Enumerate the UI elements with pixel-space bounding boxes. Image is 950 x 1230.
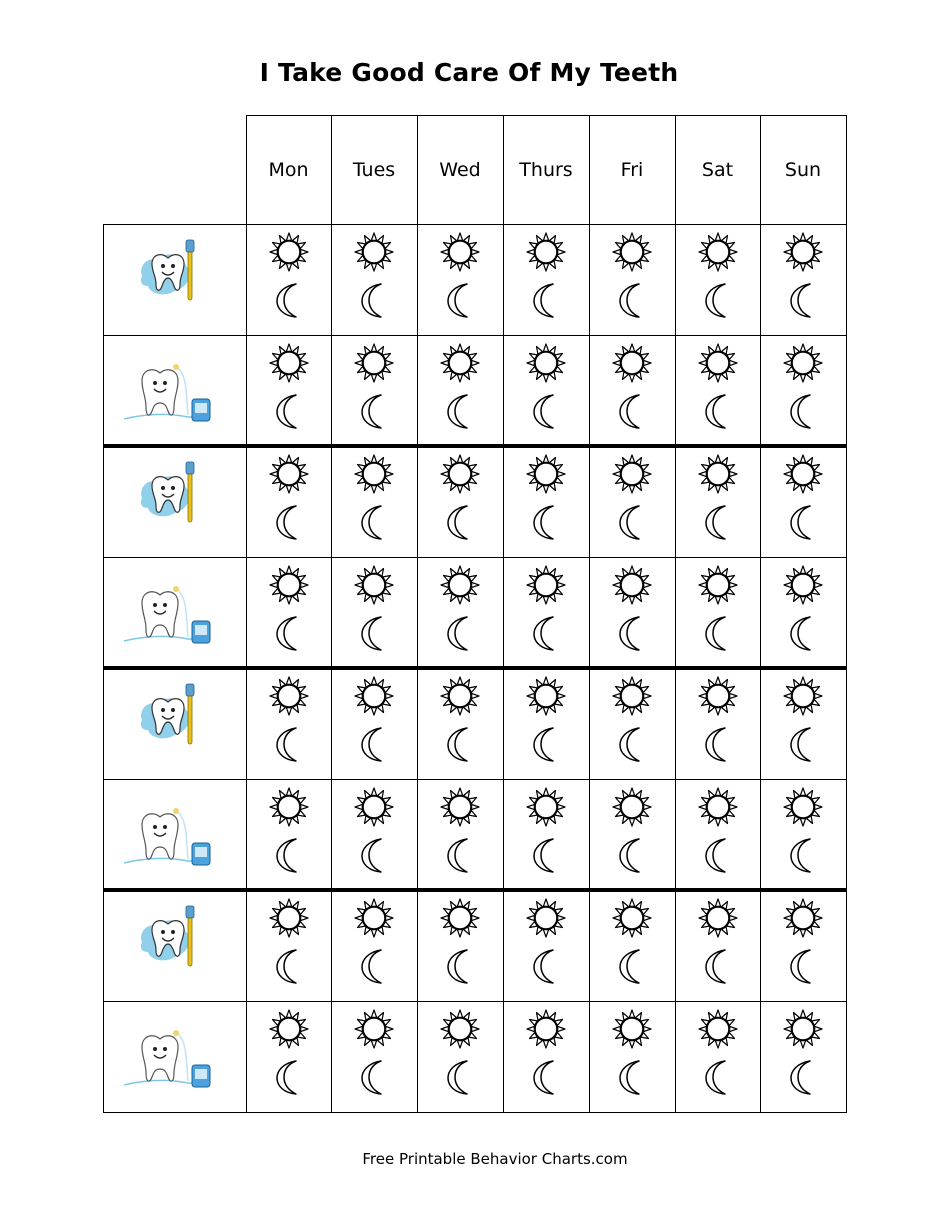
tooth-with-floss-icon (118, 1025, 228, 1095)
icon-spacer (698, 938, 738, 946)
moon-icon (698, 502, 738, 542)
moon-icon (526, 280, 566, 320)
moon-icon (269, 946, 309, 986)
sun-icon (526, 676, 566, 716)
moon-icon (698, 391, 738, 431)
icon-spacer (440, 272, 480, 280)
moon-icon (783, 1057, 823, 1097)
moon-icon (269, 502, 309, 542)
row-activity-icon (118, 581, 228, 655)
moon-icon (783, 502, 823, 542)
row-activity-icon (118, 1025, 228, 1099)
moon-icon (612, 502, 652, 542)
icon-spacer (440, 383, 480, 391)
moon-icon (269, 1057, 309, 1097)
sun-icon (354, 343, 394, 383)
sun-icon (783, 454, 823, 494)
grid-vline (675, 115, 676, 1112)
icon-spacer (269, 605, 309, 613)
moon-icon (612, 391, 652, 431)
icon-spacer (612, 383, 652, 391)
icon-spacer (526, 383, 566, 391)
icon-spacer (526, 494, 566, 502)
sun-icon (269, 343, 309, 383)
grid-hline (103, 335, 847, 336)
day-cell-thurs[interactable] (526, 1009, 566, 1097)
moon-icon (698, 280, 738, 320)
day-cell-wed[interactable] (440, 1009, 480, 1097)
day-cell-tues[interactable] (354, 898, 394, 986)
icon-spacer (440, 494, 480, 502)
icon-spacer (440, 605, 480, 613)
row-activity-icon (136, 236, 206, 310)
icon-spacer (440, 938, 480, 946)
icon-spacer (783, 605, 823, 613)
moon-icon (354, 1057, 394, 1097)
moon-icon (440, 835, 480, 875)
moon-icon (354, 502, 394, 542)
day-cell-mon[interactable] (269, 343, 309, 431)
sun-icon (612, 898, 652, 938)
sun-icon (698, 1009, 738, 1049)
day-cell-fri[interactable] (612, 454, 652, 542)
day-cell-tues[interactable] (354, 565, 394, 653)
icon-spacer (783, 1049, 823, 1057)
sun-icon (526, 454, 566, 494)
day-cell-thurs[interactable] (526, 676, 566, 764)
grid-hline-thick (103, 888, 847, 892)
tooth-with-floss-icon (118, 803, 228, 873)
day-header-thurs: Thurs (519, 158, 573, 181)
icon-spacer (783, 827, 823, 835)
icon-spacer (783, 494, 823, 502)
grid-vline (589, 115, 590, 1112)
chart-title: I Take Good Care Of My Teeth (259, 58, 679, 87)
sun-icon (440, 343, 480, 383)
icon-spacer (354, 716, 394, 724)
day-cell-mon[interactable] (269, 454, 309, 542)
grid-vline (246, 115, 247, 1112)
moon-icon (354, 613, 394, 653)
day-cell-sat[interactable] (698, 565, 738, 653)
moon-icon (526, 391, 566, 431)
icon-spacer (354, 494, 394, 502)
moon-icon (612, 1057, 652, 1097)
day-cell-thurs[interactable] (526, 454, 566, 542)
day-cell-fri[interactable] (612, 787, 652, 875)
behavior-chart-grid (103, 115, 847, 1112)
sun-icon (440, 565, 480, 605)
icon-spacer (354, 272, 394, 280)
sun-icon (526, 343, 566, 383)
sun-icon (354, 565, 394, 605)
day-cell-sun[interactable] (783, 787, 823, 875)
icon-spacer (526, 716, 566, 724)
icon-spacer (526, 605, 566, 613)
moon-icon (354, 280, 394, 320)
sun-icon (354, 454, 394, 494)
footer-credit: Free Printable Behavior Charts.com (362, 1150, 628, 1168)
tooth-with-toothbrush-icon (136, 902, 206, 972)
sun-icon (440, 676, 480, 716)
moon-icon (269, 391, 309, 431)
icon-spacer (698, 605, 738, 613)
icon-spacer (783, 272, 823, 280)
grid-vline (331, 115, 332, 1112)
row-activity-icon (118, 359, 228, 433)
day-header-fri: Fri (620, 158, 644, 181)
moon-icon (269, 280, 309, 320)
sun-icon (440, 454, 480, 494)
day-cell-sat[interactable] (698, 1009, 738, 1097)
sun-icon (526, 1009, 566, 1049)
sun-icon (783, 676, 823, 716)
sun-icon (354, 787, 394, 827)
sun-icon (526, 787, 566, 827)
day-cell-sat[interactable] (698, 343, 738, 431)
day-cell-fri[interactable] (612, 1009, 652, 1097)
moon-icon (526, 1057, 566, 1097)
tooth-with-toothbrush-icon (136, 680, 206, 750)
moon-icon (440, 502, 480, 542)
day-header-wed: Wed (439, 158, 481, 181)
moon-icon (354, 946, 394, 986)
day-cell-tues[interactable] (354, 787, 394, 875)
moon-icon (783, 946, 823, 986)
tooth-with-floss-icon (118, 581, 228, 651)
moon-icon (698, 946, 738, 986)
sun-icon (698, 898, 738, 938)
day-cell-sun[interactable] (783, 343, 823, 431)
day-cell-sun[interactable] (783, 898, 823, 986)
sun-icon (783, 565, 823, 605)
sun-icon (698, 343, 738, 383)
sun-icon (440, 1009, 480, 1049)
day-cell-tues[interactable] (354, 343, 394, 431)
sun-icon (698, 565, 738, 605)
day-cell-wed[interactable] (440, 565, 480, 653)
sun-icon (354, 676, 394, 716)
day-cell-fri[interactable] (612, 676, 652, 764)
day-cell-sat[interactable] (698, 898, 738, 986)
moon-icon (440, 724, 480, 764)
sun-icon (354, 232, 394, 272)
day-cell-tues[interactable] (354, 676, 394, 764)
moon-icon (440, 280, 480, 320)
day-cell-fri[interactable] (612, 565, 652, 653)
icon-spacer (269, 827, 309, 835)
day-cell-wed[interactable] (440, 898, 480, 986)
sun-icon (783, 898, 823, 938)
moon-icon (526, 946, 566, 986)
icon-spacer (783, 716, 823, 724)
icon-spacer (783, 938, 823, 946)
icon-spacer (354, 827, 394, 835)
sun-icon (526, 565, 566, 605)
grid-vline (503, 115, 504, 1112)
day-cell-sat[interactable] (698, 787, 738, 875)
day-cell-wed[interactable] (440, 454, 480, 542)
sun-icon (440, 898, 480, 938)
moon-icon (612, 613, 652, 653)
row-activity-icon (118, 803, 228, 877)
day-cell-mon[interactable] (269, 898, 309, 986)
icon-spacer (269, 938, 309, 946)
day-cell-sun[interactable] (783, 232, 823, 320)
moon-icon (269, 835, 309, 875)
sun-icon (612, 787, 652, 827)
sun-icon (269, 676, 309, 716)
sun-icon (269, 565, 309, 605)
moon-icon (526, 613, 566, 653)
moon-icon (783, 280, 823, 320)
icon-spacer (440, 1049, 480, 1057)
icon-spacer (698, 272, 738, 280)
day-cell-fri[interactable] (612, 898, 652, 986)
row-activity-icon (136, 680, 206, 754)
grid-hline-thick (103, 444, 847, 448)
grid-hline-thick (103, 666, 847, 670)
day-cell-sun[interactable] (783, 1009, 823, 1097)
icon-spacer (354, 1049, 394, 1057)
sun-icon (783, 343, 823, 383)
sun-icon (698, 454, 738, 494)
day-cell-fri[interactable] (612, 232, 652, 320)
moon-icon (269, 724, 309, 764)
sun-icon (269, 454, 309, 494)
moon-icon (783, 391, 823, 431)
moon-icon (612, 280, 652, 320)
moon-icon (612, 724, 652, 764)
moon-icon (526, 835, 566, 875)
grid-vline (760, 115, 761, 1112)
sun-icon (783, 787, 823, 827)
sun-icon (612, 232, 652, 272)
day-cell-wed[interactable] (440, 343, 480, 431)
day-cell-sun[interactable] (783, 565, 823, 653)
moon-icon (354, 391, 394, 431)
sun-icon (698, 676, 738, 716)
sun-icon (269, 787, 309, 827)
grid-hline (103, 1112, 847, 1113)
day-cell-sat[interactable] (698, 454, 738, 542)
day-header-mon: Mon (268, 158, 309, 181)
moon-icon (526, 724, 566, 764)
day-cell-thurs[interactable] (526, 898, 566, 986)
moon-icon (783, 835, 823, 875)
icon-spacer (269, 383, 309, 391)
moon-icon (612, 835, 652, 875)
icon-spacer (698, 827, 738, 835)
sun-icon (440, 232, 480, 272)
icon-spacer (612, 1049, 652, 1057)
tooth-with-floss-icon (118, 359, 228, 429)
day-cell-mon[interactable] (269, 232, 309, 320)
icon-spacer (354, 383, 394, 391)
day-cell-thurs[interactable] (526, 565, 566, 653)
icon-spacer (269, 1049, 309, 1057)
icon-spacer (440, 716, 480, 724)
grid-hline (103, 224, 847, 225)
icon-spacer (269, 494, 309, 502)
day-header-sun: Sun (784, 158, 822, 181)
grid-hline (103, 557, 847, 558)
day-cell-thurs[interactable] (526, 232, 566, 320)
grid-vline (417, 115, 418, 1112)
icon-spacer (612, 605, 652, 613)
moon-icon (354, 724, 394, 764)
moon-icon (440, 1057, 480, 1097)
moon-icon (526, 502, 566, 542)
sun-icon (612, 565, 652, 605)
icon-spacer (698, 494, 738, 502)
sun-icon (526, 232, 566, 272)
icon-spacer (698, 383, 738, 391)
day-cell-sat[interactable] (698, 232, 738, 320)
day-cell-mon[interactable] (269, 1009, 309, 1097)
moon-icon (698, 613, 738, 653)
day-cell-wed[interactable] (440, 787, 480, 875)
grid-vline (846, 115, 847, 1112)
icon-spacer (612, 938, 652, 946)
icon-spacer (612, 272, 652, 280)
day-cell-sun[interactable] (783, 676, 823, 764)
icon-spacer (612, 827, 652, 835)
sun-icon (354, 1009, 394, 1049)
day-cell-thurs[interactable] (526, 343, 566, 431)
icon-spacer (698, 716, 738, 724)
sun-icon (269, 1009, 309, 1049)
day-cell-tues[interactable] (354, 454, 394, 542)
day-cell-thurs[interactable] (526, 787, 566, 875)
moon-icon (440, 946, 480, 986)
day-cell-fri[interactable] (612, 343, 652, 431)
icon-spacer (526, 827, 566, 835)
icon-spacer (526, 938, 566, 946)
moon-icon (440, 613, 480, 653)
day-cell-mon[interactable] (269, 565, 309, 653)
sun-icon (698, 232, 738, 272)
day-cell-sun[interactable] (783, 454, 823, 542)
icon-spacer (269, 716, 309, 724)
day-header-tues: Tues (352, 158, 396, 181)
day-cell-mon[interactable] (269, 676, 309, 764)
grid-hline (103, 1001, 847, 1002)
grid-hline (103, 779, 847, 780)
sun-icon (612, 1009, 652, 1049)
moon-icon (440, 391, 480, 431)
sun-icon (612, 676, 652, 716)
day-cell-mon[interactable] (269, 787, 309, 875)
sun-icon (354, 898, 394, 938)
icon-spacer (269, 272, 309, 280)
icon-spacer (783, 383, 823, 391)
day-cell-tues[interactable] (354, 232, 394, 320)
day-header-sat: Sat (701, 158, 734, 181)
tooth-with-toothbrush-icon (136, 236, 206, 306)
icon-spacer (354, 938, 394, 946)
sun-icon (612, 454, 652, 494)
sun-icon (698, 787, 738, 827)
tooth-with-toothbrush-icon (136, 458, 206, 528)
icon-spacer (612, 716, 652, 724)
moon-icon (783, 613, 823, 653)
icon-spacer (526, 1049, 566, 1057)
moon-icon (783, 724, 823, 764)
sun-icon (783, 1009, 823, 1049)
sun-icon (612, 343, 652, 383)
sun-icon (440, 787, 480, 827)
icon-spacer (440, 827, 480, 835)
moon-icon (354, 835, 394, 875)
icon-spacer (612, 494, 652, 502)
moon-icon (698, 1057, 738, 1097)
day-cell-wed[interactable] (440, 232, 480, 320)
moon-icon (269, 613, 309, 653)
moon-icon (612, 946, 652, 986)
sun-icon (269, 898, 309, 938)
day-cell-tues[interactable] (354, 1009, 394, 1097)
icon-spacer (354, 605, 394, 613)
day-cell-wed[interactable] (440, 676, 480, 764)
row-activity-icon (136, 902, 206, 976)
row-activity-icon (136, 458, 206, 532)
icon-spacer (526, 272, 566, 280)
icon-spacer (698, 1049, 738, 1057)
moon-icon (698, 835, 738, 875)
sun-icon (783, 232, 823, 272)
moon-icon (698, 724, 738, 764)
sun-icon (526, 898, 566, 938)
sun-icon (269, 232, 309, 272)
day-cell-sat[interactable] (698, 676, 738, 764)
